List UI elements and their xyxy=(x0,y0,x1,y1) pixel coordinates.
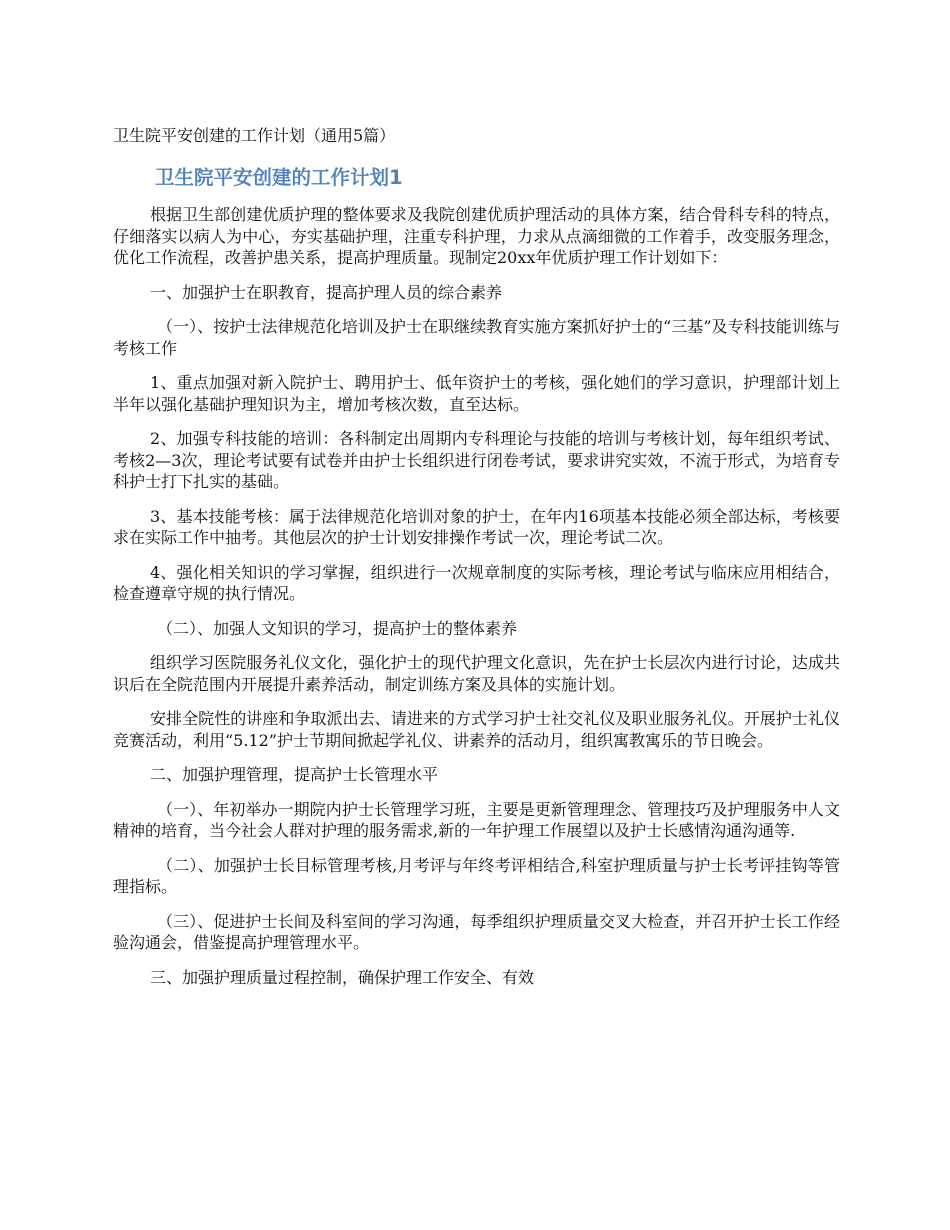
paragraph-item-2: 2、加强专科技能的培训：各科制定出周期内专科理论与技能的培训与考核计划，每年组织考试、考核2—3次，理论考试要有试卷并由护士长组织进行闭卷考试，要求讲究实效，不流于形式，为培育专科护士打下扎实的基础。 xyxy=(113,429,840,491)
subheading-1-1: （一）、按护士法律规范化培训及护士在职继续教育实施方案抓好护士的“三基”及专科技能训练与考核工作 xyxy=(113,317,840,358)
subheading-1-2: （二）、加强人文知识的学习，提高护士的整体素养 xyxy=(157,618,518,638)
subheading-2-1: （一）、年初举办一期院内护士长管理学习班，主要是更新管理理念、管理技巧及护理服务中人文精神的培育，当今社会人群对护理的服务需求,新的一年护理工作展望以及护士长感情沟通沟通等. xyxy=(113,799,840,840)
paragraph-intro: 根据卫生部创建优质护理的整体要求及我院创建优质护理活动的具体方案，结合骨科专科的特点，仔细落实以病人为中心，夯实基础护理，注重专科护理，力求从点滴细微的工作着手，改变服务理念，优化工作流程，改善护患关系，提高护理质量。现制定20xx年优质护理工作计划如下： xyxy=(113,205,840,267)
document-body xyxy=(113,204,840,1001)
heading-part-2: 二、加强护理管理，提高护士长管理水平 xyxy=(150,765,439,784)
section-heading: 卫生院平安创建的工作计划1 xyxy=(155,166,403,189)
heading-part-3: 三、加强护理质量过程控制，确保护理工作安全、有效 xyxy=(150,967,535,987)
paragraph-item-3: 3、基本技能考核：属于法律规范化培训对象的护士，在年内16项基本技能必须全部达标，考核要求在实际工作中抽考。其他层次的护士计划安排操作考试一次，理论考试二次。 xyxy=(113,506,840,547)
paragraph-item-1: 1、重点加强对新入院护士、聘用护士、低年资护士的考核，强化她们的学习意识，护理部计划上半年以强化基础护理知识为主，增加考核次数，直至达标。 xyxy=(113,373,840,414)
paragraph-etiquette-events: 安排全院性的讲座和争取派出去、请进来的方式学习护士社交礼仪及职业服务礼仪。开展护士礼仪竞赛活动，利用“5.12”护士节期间掀起学礼仪、讲素养的活动月，组织寓教寓乐的节日晚会。 xyxy=(113,709,840,750)
document-title: 卫生院平安创建的工作计划（通用5篇） xyxy=(113,126,396,145)
paragraph-etiquette-study: 组织学习医院服务礼仪文化，强化护士的现代护理文化意识，先在护士长层次内进行讨论，达成共识后在全院范围内开展提升素养活动，制定训练方案及具体的实施计划。 xyxy=(113,653,840,694)
subheading-2-2: （二）、加强护士长目标管理考核,月考评与年终考评相结合,科室护理质量与护士长考评挂钩等管理指标。 xyxy=(113,855,840,896)
paragraph-item-4: 4、强化相关知识的学习掌握，组织进行一次规章制度的实际考核，理论考试与临床应用相结合，检查遵章守规的执行情况。 xyxy=(113,562,840,603)
heading-part-1: 一、加强护士在职教育，提高护理人员的综合素养 xyxy=(150,282,503,302)
subheading-2-3: （三）、促进护士长间及科室间的学习沟通，每季组织护理质量交叉大检查，并召开护士长工作经验沟通会，借鉴提高护理管理水平。 xyxy=(113,911,840,952)
